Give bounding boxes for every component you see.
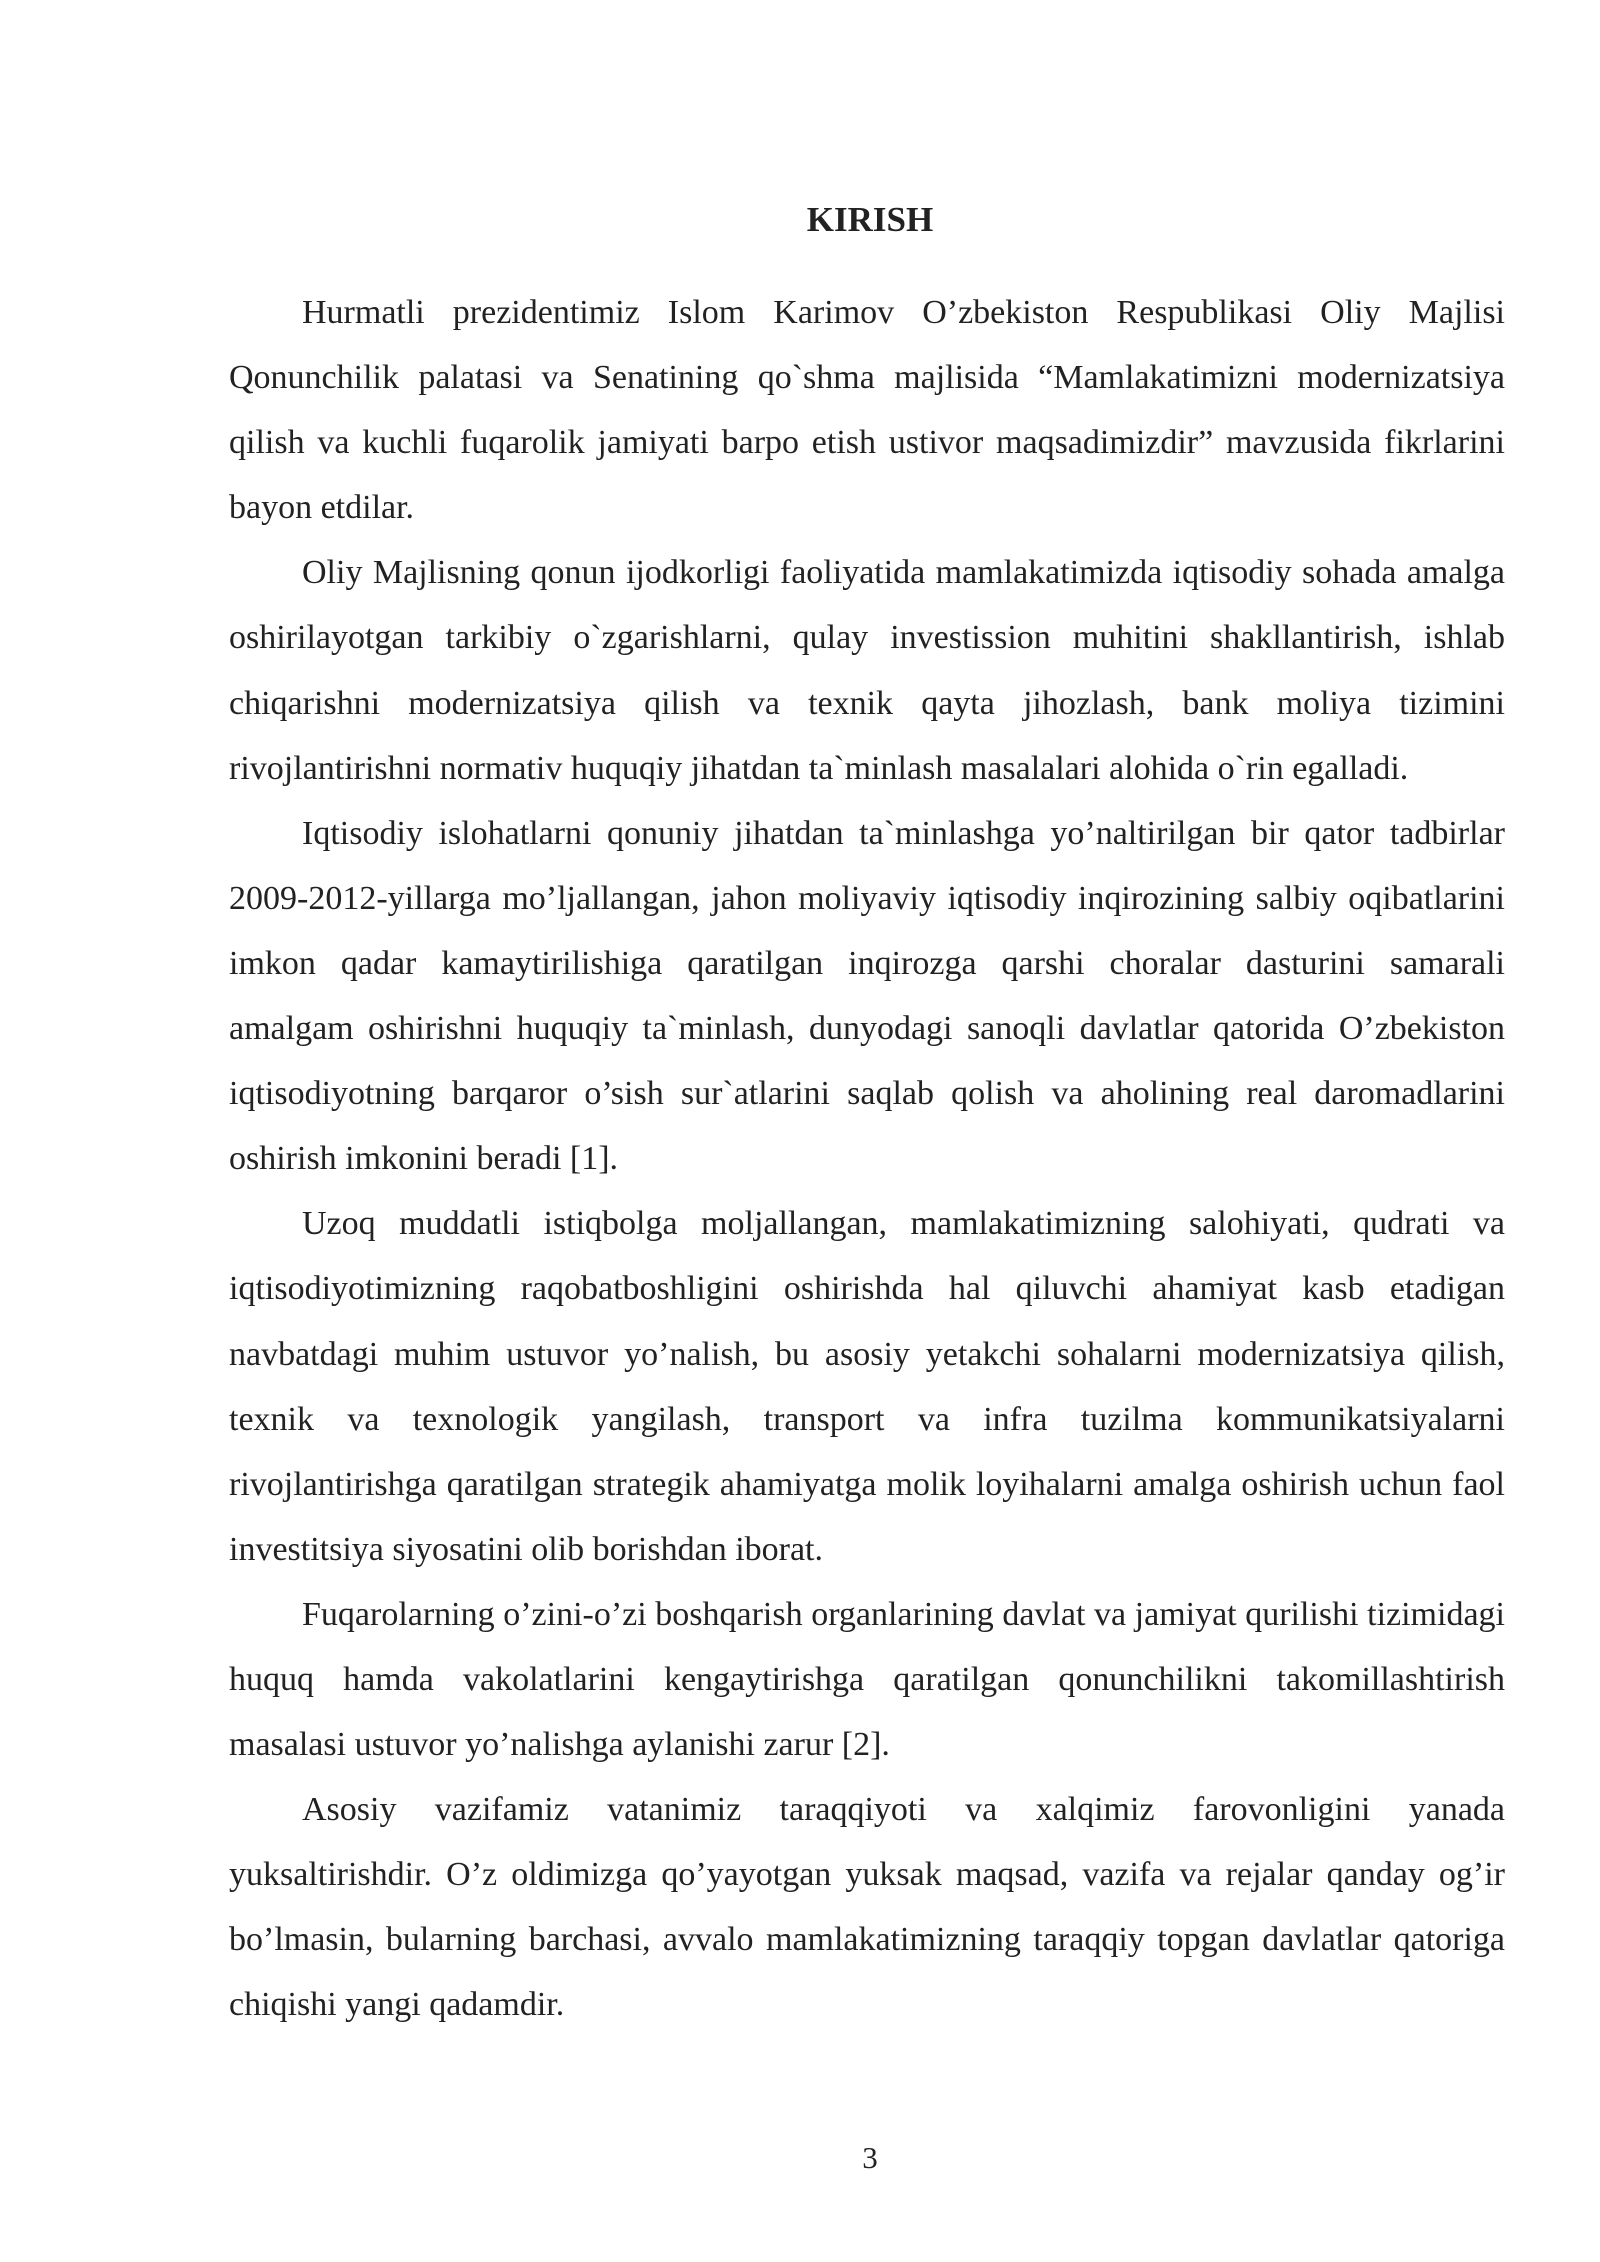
paragraph-6: Asosiy vazifamiz vatanimiz taraqqiyoti va xalqimiz farovonligini yanada yuksaltirishdir. O’z oldimizga qo’yayotgan yuksak maqsad, vazifa va rejalar qanday og’ir bo’lmasin, bularning barchasi, avvalo mamlakatimizning taraqqiy topgan davlatlar qatoriga chiqishi yangi qadamdir. bbox=[229, 1791, 1505, 2024]
section-heading: KIRISH bbox=[806, 200, 934, 239]
page-number: 3 bbox=[862, 2140, 878, 2175]
paragraph-5: Fuqarolarning o’zini-o’zi boshqarish organlarining davlat va jamiyat qurilishi tizimidagi huquq hamda vakolatlarini kengaytirishga qaratilgan qonunchilikni takomillashtirish masalasi ustuvor yo’nalishga aylanishi zarur [2]. bbox=[229, 1595, 1505, 1764]
body-text bbox=[229, 280, 1505, 2038]
paragraph-2: Oliy Majlisning qonun ijodkorligi faoliyatida mamlakatimizda iqtisodiy sohada amalga oshirilayotgan tarkibiy o`zgarishlarni, qulay investission muhitini shakllantirish, ishlab chiqarishni modernizatsiya qilish va texnik qayta jihozlash, bank moliya tizimini rivojlantirishni normativ huquqiy jihatdan ta`minlash masalalari alohida o`rin egalladi. bbox=[229, 554, 1505, 787]
paragraph-3: Iqtisodiy islohatlarni qonuniy jihatdan ta`minlashga yo’naltirilgan bir qator tadbirlar 2009-2012-yillarga mo’ljallangan, jahon moliyaviy iqtisodiy inqirozining salbiy oqibatlarini imkon qadar kamaytirilishiga qaratilgan inqirozga qarshi choralar dasturini samarali amalgam oshirishni huquqiy ta`minlash, dunyodagi sanoqli davlatlar qatorida O’zbekiston iqtisodiyotning barqaror o’sish sur`atlarini saqlab qolish va aholining real daromadlarini oshirish imkonini beradi [1]. bbox=[229, 814, 1505, 1178]
paragraph-4: Uzoq muddatli istiqbolga moljallangan, mamlakatimizning salohiyati, qudrati va iqtisodiyotimizning raqobatboshligini oshirishda hal qiluvchi ahamiyat kasb etadigan navbatdagi muhim ustuvor yo’nalish, bu asosiy yetakchi sohalarni modernizatsiya qilish, texnik va texnologik yangilash, transport va infra tuzilma kommunikatsiyalarni rivojlantirishga qaratilgan strategik ahamiyatga molik loyihalarni amalga oshirish uchun faol investitsiya siyosatini olib borishdan iborat. bbox=[229, 1205, 1505, 1568]
paragraph-1: Hurmatli prezidentimiz Islom Karimov O’zbekiston Respublikasi Oliy Majlisi Qonunchilik palatasi va Senatining qo`shma majlisida “Mamlakatimizni modernizatsiya qilish va kuchli fuqarolik jamiyati barpo etish ustivor maqsadimizdir” mavzusida fikrlarini bayon etdilar. bbox=[229, 294, 1505, 527]
